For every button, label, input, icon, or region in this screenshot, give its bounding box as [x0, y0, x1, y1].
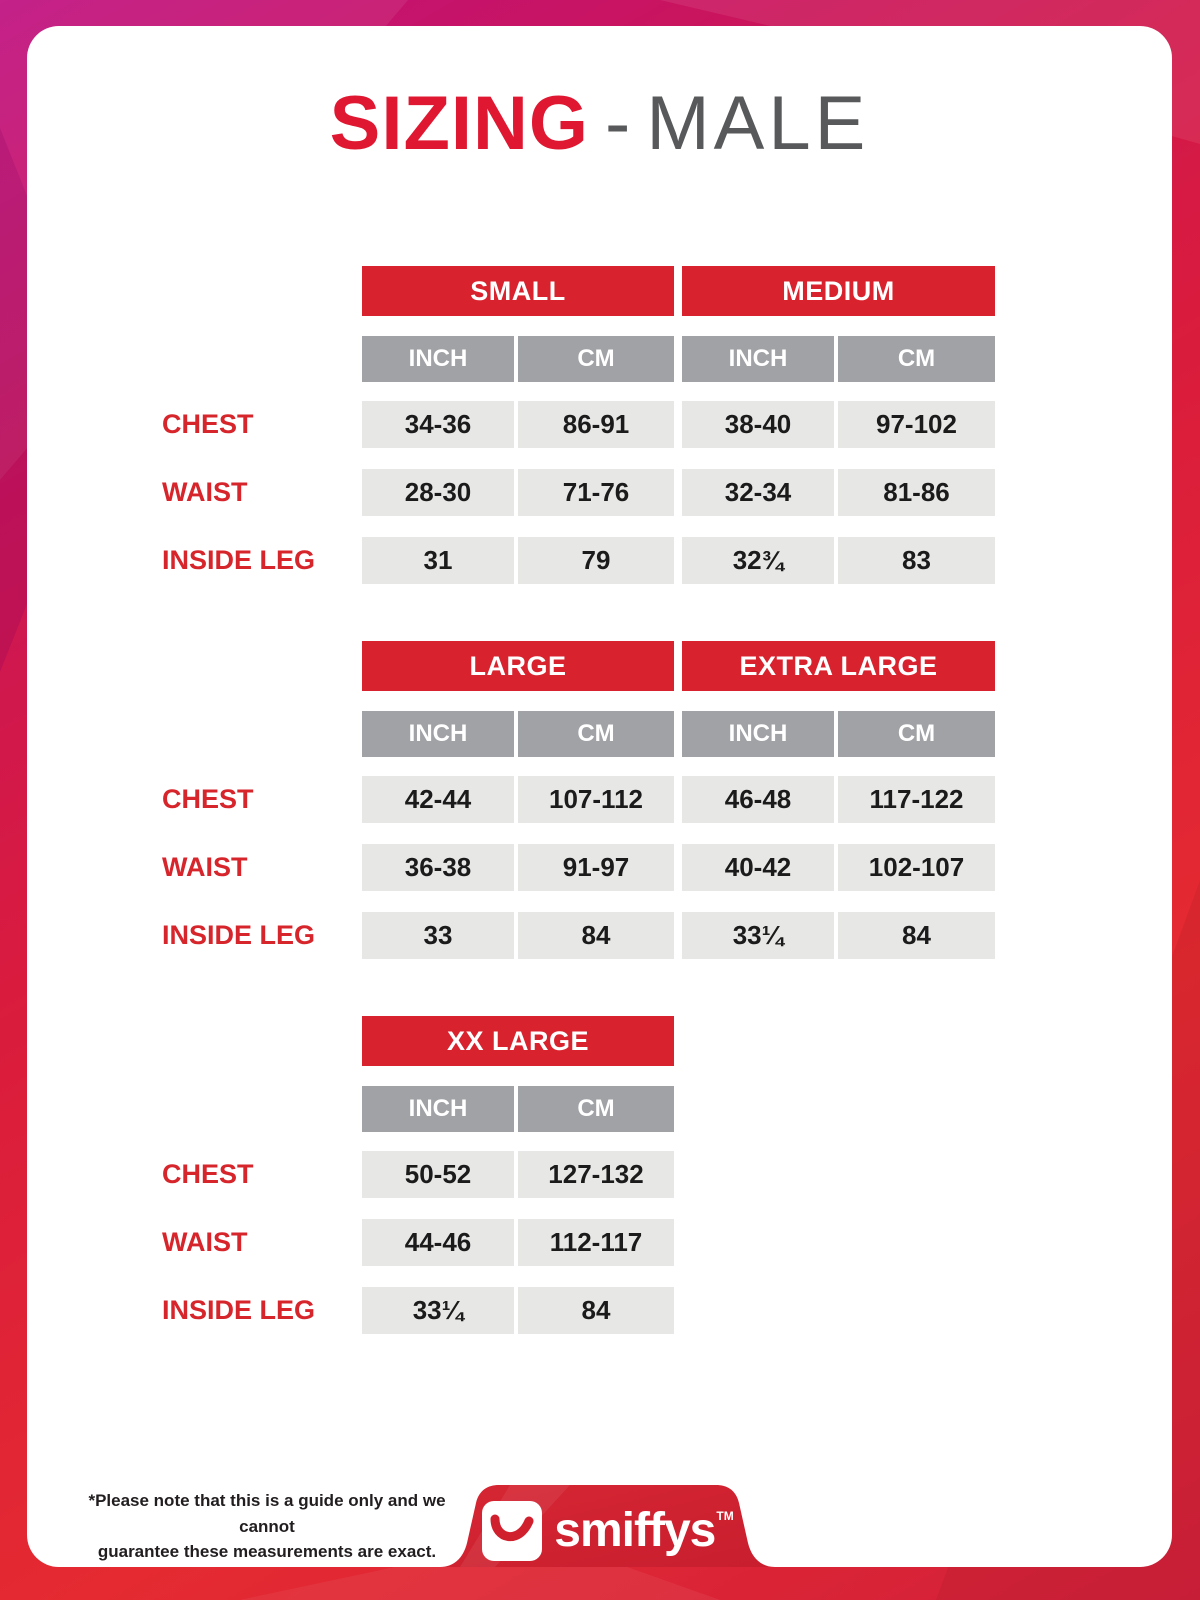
row-label-inside-leg: INSIDE LEG [162, 920, 316, 950]
unit-header-cm: CM [838, 336, 995, 382]
brand-logo [440, 1485, 775, 1567]
row-label-waist: WAIST [162, 477, 248, 507]
size-header-medium: MEDIUM [682, 266, 995, 316]
unit-header-cm: CM [518, 1086, 674, 1132]
disclaimer-note [65, 1488, 469, 1565]
table-cell: 42-44 [362, 776, 514, 823]
table-cell: 91-97 [518, 844, 674, 891]
table-cell: 33 [362, 912, 514, 959]
size-header-extra-large: EXTRA LARGE [682, 641, 995, 691]
size-header-xx-large: XX LARGE [362, 1016, 674, 1066]
table-cell: 40-42 [682, 844, 834, 891]
unit-header-cm: CM [518, 336, 674, 382]
size-table-small-medium [162, 266, 1002, 586]
disclaimer-line-1: *Please note that this is a guide only and we cannot [88, 1491, 446, 1536]
unit-header-inch: INCH [682, 711, 834, 757]
row-label-waist: WAIST [162, 852, 248, 882]
smiley-icon [482, 1501, 542, 1561]
table-cell: 107-112 [518, 776, 674, 823]
trademark-symbol: TM [716, 1509, 734, 1523]
brand-name: smiffys [554, 1504, 716, 1557]
unit-header-inch: INCH [362, 711, 514, 757]
table-cell: 38-40 [682, 401, 834, 448]
sizing-card [27, 26, 1172, 1567]
table-cell: 34-36 [362, 401, 514, 448]
table-cell: 84 [518, 912, 674, 959]
title-male: MALE [646, 81, 870, 166]
table-cell: 81-86 [838, 469, 995, 516]
table-cell: 127-132 [518, 1151, 674, 1198]
table-cell: 28-30 [362, 469, 514, 516]
table-cell: 71-76 [518, 469, 674, 516]
row-label-inside-leg: INSIDE LEG [162, 1295, 316, 1325]
page-title [27, 81, 1172, 166]
table-cell: 84 [838, 912, 995, 959]
row-label-inside-leg: INSIDE LEG [162, 545, 316, 575]
table-cell: 117-122 [838, 776, 995, 823]
size-header-small: SMALL [362, 266, 674, 316]
smile-glyph [489, 1511, 535, 1551]
table-cell: 46-48 [682, 776, 834, 823]
title-sizing: SIZING [329, 81, 590, 166]
table-cell: 86-91 [518, 401, 674, 448]
table-cell: 44-46 [362, 1219, 514, 1266]
row-label-chest: CHEST [162, 1159, 254, 1189]
size-header-large: LARGE [362, 641, 674, 691]
row-label-chest: CHEST [162, 784, 254, 814]
row-label-chest: CHEST [162, 409, 254, 439]
table-cell: 83 [838, 537, 995, 584]
table-cell: 32¾ [682, 537, 834, 584]
table-cell: 33¼ [682, 912, 834, 959]
table-cell: 50-52 [362, 1151, 514, 1198]
unit-header-inch: INCH [362, 336, 514, 382]
table-cell: 36-38 [362, 844, 514, 891]
size-table-xxlarge [162, 1016, 1002, 1336]
size-table-large-xlarge [162, 641, 1002, 961]
table-cell: 32-34 [682, 469, 834, 516]
row-label-waist: WAIST [162, 1227, 248, 1257]
unit-header-inch: INCH [362, 1086, 514, 1132]
table-cell: 79 [518, 537, 674, 584]
table-cell: 97-102 [838, 401, 995, 448]
table-cell: 84 [518, 1287, 674, 1334]
table-cell: 112-117 [518, 1219, 674, 1266]
title-separator: - [605, 81, 631, 166]
brand-wordmark [554, 1504, 734, 1557]
disclaimer-line-2: guarantee these measurements are exact. [97, 1542, 437, 1561]
table-cell: 31 [362, 537, 514, 584]
unit-header-cm: CM [838, 711, 995, 757]
table-cell: 33¼ [362, 1287, 514, 1334]
brand-logo-area [440, 1485, 775, 1567]
table-cell: 102-107 [838, 844, 995, 891]
unit-header-cm: CM [518, 711, 674, 757]
unit-header-inch: INCH [682, 336, 834, 382]
